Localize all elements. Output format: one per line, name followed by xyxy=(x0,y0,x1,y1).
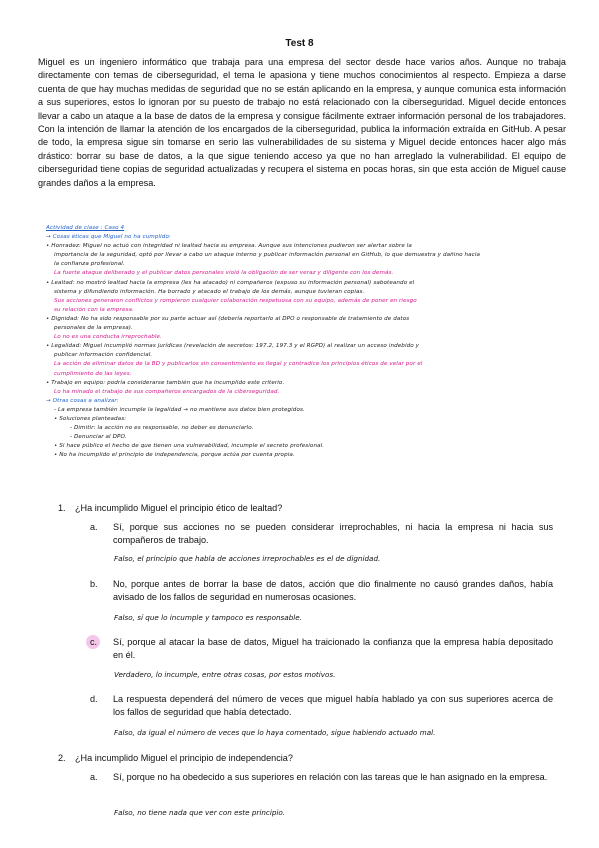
handwritten-notes xyxy=(46,224,566,460)
option-text: La respuesta dependerá del número de veces que miguel había hablado ya con sus superiores acerca de los fallos de seguridad que había detectado. xyxy=(113,694,553,718)
page-title: Test 8 xyxy=(285,38,314,49)
question-number: 2. xyxy=(58,753,66,763)
note-line: - Denunciar al DPO. xyxy=(70,434,127,441)
question-text: ¿Ha incumplido Miguel el principio ético de lealtad? xyxy=(75,503,283,513)
option-letter: a. xyxy=(90,772,98,782)
handwritten-answer: Verdadero, lo incumple, entre otras cosas, por estos motivos. xyxy=(114,670,336,679)
note-line: La acción de eliminar datos de la BD y publicarlos sin consentimiento es ilegal y contradice los principios éticos de velar por el xyxy=(54,361,423,368)
question-text: ¿Ha incumplido Miguel el principio de independencia? xyxy=(75,753,293,763)
note-line: Sus acciones generaron conflictos y rompieron cualquier colaboración respetuosa con su equipo, además de poner en riesgo xyxy=(54,297,417,304)
note-line: • Dignidad: No ha sido responsable por su parte actuar así (debería reportarlo al DPO o responsable de tratamiento de datos xyxy=(46,315,410,322)
note-line: La fuerte ataque deliberado y el publicar datos personales violó la obligación de ser veraz y diligente con los demás. xyxy=(54,270,394,277)
note-line: la confianza profesional. xyxy=(54,261,125,268)
option-letter: d. xyxy=(90,694,98,704)
note-line: • Legalidad: Miguel incumplió normas jurídicas (revelación de secretos: 197.2, 197.3 y el RGPD) al realizar un acceso indebido y xyxy=(46,343,420,350)
note-line: → Cosas éticas que Miguel no ha cumplido: xyxy=(46,234,171,241)
note-line: importancia de la seguridad, optó por llevar a cabo un ataque interno y publicar información personal en GitHub, lo que demuestra y dañino hacia xyxy=(54,252,481,259)
note-line: personales de la empresa). xyxy=(54,325,133,332)
note-line: • Honradez: Miguel no actuó con integridad ni lealtad hacia su empresa. Aunque sus intenciones pudieron ser alertar sobre la xyxy=(46,243,412,250)
note-line: Lo no es una conducta irreprochable. xyxy=(54,334,162,341)
option-letter: c. xyxy=(90,636,97,649)
case-description: Miguel es un ingeniero informático que trabaja para una empresa del sector desde hace varios años. Aunque no trabaja directamente con temas de ciberseguridad, el tema le apasiona y tiene muchos conocimientos al respecto. Empieza a darse cuenta de que hay muchas medidas de seguridad que no se están aplicando en la empresa, y aunque comunica esta información a sus superiores, estos lo ignoran por su puesto de trabajo no está relacionado con la ciberseguridad. Miguel decide entonces llevar a cabo un ataque a la base de datos de la empresa y consigue fácilmente extraer información personal de los trabajadores. Con la intención de llamar la atención de los encargados de la ciberseguridad, publica la información extraída en GitHub. A pesar de todo, la empresa sigue sin tomarse en serio las vulnerabilidades de su sistema y Miguel decide entonces hacer algo más drástico: borrar su base de datos, a la que sigue teniendo acceso ya que no han arreglado la vulnerabilidad. El equipo de ciberseguridad tiene copias de seguridad actualizadas y recupera el sistema en pocas horas, sin que esta acción de Miguel cause grandes daños a la empresa. xyxy=(38,57,566,188)
note-line: sistema y difundiendo información. Ha borrado y atacado el trabajo de los demás, aunque tuvieran copias. xyxy=(54,288,365,295)
question-number: 1. xyxy=(58,503,66,513)
note-line: publicar información confidencial. xyxy=(54,352,153,359)
handwritten-answer: Falso, el principio que habla de acciones irreprochables es el de dignidad. xyxy=(114,554,381,563)
note-line: • Si hace público el hecho de que tienen una vulnerabilidad, incumple el secreto profesional. xyxy=(54,443,325,450)
option-text: Sí, porque sus acciones no se pueden considerar irreprochables, ni hacia la empresa ni hacia sus compañeros de trabajo. xyxy=(113,522,553,546)
note-line: Actividad de clase : Caso 4 xyxy=(46,225,125,231)
note-line: → Otras cosas a analizar: xyxy=(46,397,119,404)
note-line: cumplimiento de las leyes. xyxy=(54,370,132,377)
note-line: • No ha incumplido el principio de independencia, porque actúa por cuenta propia. xyxy=(54,452,295,459)
handwritten-answer: Falso, sí que lo incumple y tampoco es responsable. xyxy=(114,613,302,622)
handwritten-answer: Falso, no tiene nada que ver con este principio. xyxy=(114,808,286,817)
handwritten-answer: Falso, da igual el número de veces que lo haya comentado, sigue habiendo actuado mal. xyxy=(114,728,436,737)
option-letter: b. xyxy=(90,579,98,589)
option-text: No, porque antes de borrar la base de datos, acción que dio finalmente no causó grandes daños, había avisado de los fallos de seguridad en numerosas ocasiones. xyxy=(113,579,553,603)
note-line: • Lealtad: no mostró lealtad hacia la empresa (les ha atacado) ni compañeros (expuso su información personal) saboteando el xyxy=(46,279,415,286)
option-letter: a. xyxy=(90,522,98,532)
note-line: • Soluciones planteadas: xyxy=(54,415,127,422)
note-line: - Dimitir: la acción no es responsable, no deber es denunciarlo. xyxy=(70,425,254,432)
note-line: su relación con la empresa. xyxy=(54,306,134,313)
note-line: • Trabajo en equipo: podría considerarse también que ha incumplido este criterio. xyxy=(46,379,285,386)
note-line: - La empresa también incumple la legalidad → no mantiene sus datos bien protegidos. xyxy=(54,406,305,413)
option-text: Sí, porque al atacar la base de datos, Miguel ha traicionado la confianza que la empresa había depositado en él. xyxy=(113,637,553,661)
note-line: Lo ha minado el trabajo de sus compañeros encargados de la ciberseguridad. xyxy=(54,388,280,395)
option-text: Sí, porque no ha obedecido a sus superiores en relación con las tareas que le han asignado en la empresa. xyxy=(113,772,548,782)
